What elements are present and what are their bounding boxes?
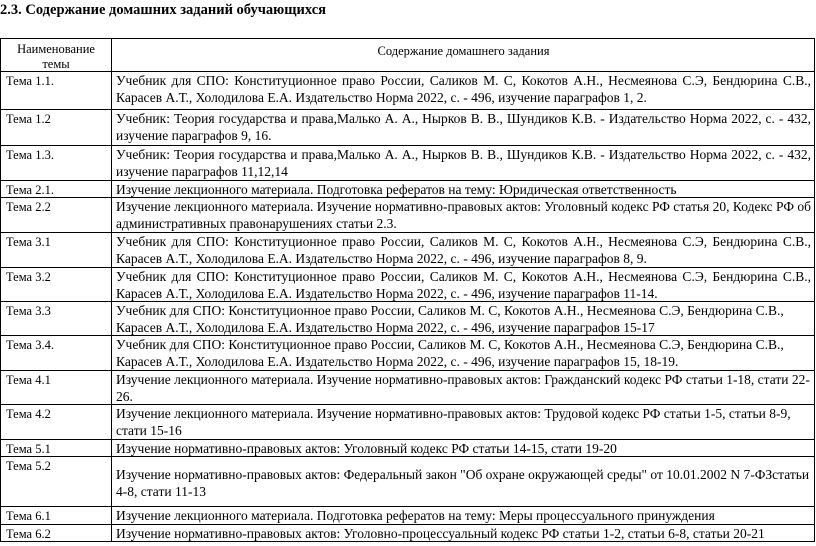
row-content: Учебник: Теория государства и права,Малько А. А., Нырков В. В., Шундиков К.В. - Издательство Норма 2022, с. - 432, изучение параграфов 11,12,14 xyxy=(112,146,815,180)
row-content: Учебник: Теория государства и права,Малько А. А., Нырков В. В., Шундиков К.В. - Издательство Норма 2022, с. - 432, изучение параграфов 9, 16. xyxy=(112,110,815,145)
row-content: Изучение нормативно-правовых актов: Уголовный кодекс РФ статьи 14-15, стати 19-20 xyxy=(112,440,815,456)
row-content: Учебник для СПО: Конституционное право России, Саликов М. С, Кокотов А.Н., Несмеянова С.Э, Бендюрина С.В., Карасев А.Т., Холодилова Е.А. Издательство Норма 2022, с. - 496, изучение параграфов 15-17 xyxy=(112,302,815,335)
table-header-row xyxy=(0,38,815,71)
row-topic: Тема 1.2 xyxy=(0,110,112,145)
row-content: Изучение лекционного материала. Изучение нормативно-правовых актов: Уголовный кодекс РФ статья 20, Кодекс РФ об административных правонарушениях статьи 2.3. xyxy=(112,198,815,232)
row-topic: Тема 2.2 xyxy=(0,198,112,232)
row-content: Изучение нормативно-правовых актов: Уголовно-процессуальный кодекс РФ статьи 1-2, статьи 6-8, статьи 20-21 xyxy=(112,525,815,541)
row-content: Изучение лекционного материала. Подготовка рефератов на тему: Меры процессуального принуждения xyxy=(112,507,815,524)
row-topic: Тема 3.4. xyxy=(0,336,112,370)
table-row xyxy=(0,232,815,267)
row-topic: Тема 6.2 xyxy=(0,525,112,541)
row-content: Изучение лекционного материала. Изучение нормативно-правовых актов: Трудовой кодекс РФ статьи 1-5, статьи 8-9, стати 15-16 xyxy=(112,405,815,439)
row-topic: Тема 5.2 xyxy=(0,457,112,506)
table-row xyxy=(0,109,815,145)
section-heading: 2.3. Содержание домашних заданий обучающихся xyxy=(0,2,326,18)
row-topic: Тема 1.3. xyxy=(0,146,112,180)
table-row xyxy=(0,404,815,439)
table-row xyxy=(0,456,815,506)
row-content: Изучение нормативно-правовых актов: Федеральный закон "Об охране окружающей среды" от 10.01.2002 N 7-ФЗстатьи 4-8, стати 11-13 xyxy=(112,457,815,506)
row-topic: Тема 1.1. xyxy=(0,72,112,109)
row-topic: Тема 6.1 xyxy=(0,507,112,524)
row-content: Учебник для СПО: Конституционное право России, Саликов М. С, Кокотов А.Н., Несмеянова С.Э, Бендюрина С.В., Карасев А.Т., Холодилова Е.А. Издательство Норма 2022, с. - 496, изучение параграфов 1, 2. xyxy=(112,72,815,109)
table-row xyxy=(0,301,815,335)
table-row xyxy=(0,145,815,180)
table-row xyxy=(0,370,815,404)
row-content: Изучение лекционного материала. Подготовка рефератов на тему: Юридическая ответственность xyxy=(112,181,815,197)
table-row xyxy=(0,197,815,232)
row-topic: Тема 4.1 xyxy=(0,371,112,404)
row-content: Учебник для СПО: Конституционное право России, Саликов М. С, Кокотов А.Н., Несмеянова С.Э, Бендюрина С.В., Карасев А.Т., Холодилова Е.А. Издательство Норма 2022, с. - 496, изучение параграфов 15, 18-19. xyxy=(112,336,815,370)
table-row xyxy=(0,524,815,542)
row-topic: Тема 3.1 xyxy=(0,233,112,267)
row-content: Изучение лекционного материала. Изучение нормативно-правовых актов: Гражданский кодекс РФ статьи 1-18, стати 22-26. xyxy=(112,371,815,404)
header-content: Содержание домашнего задания xyxy=(112,39,815,71)
row-content: Учебник для СПО: Конституционное право России, Саликов М. С, Кокотов А.Н., Несмеянова С.Э, Бендюрина С.В., Карасев А.Т., Холодилова Е.А. Издательство Норма 2022, с. - 496, изучение параграфов 8, 9. xyxy=(112,233,815,267)
row-topic: Тема 3.2 xyxy=(0,268,112,301)
table-row xyxy=(0,267,815,301)
table-row xyxy=(0,439,815,456)
row-topic: Тема 5.1 xyxy=(0,440,112,456)
row-topic: Тема 2.1. xyxy=(0,181,112,197)
table-row xyxy=(0,180,815,197)
table-row xyxy=(0,335,815,370)
row-content: Учебник для СПО: Конституционное право России, Саликов М. С, Кокотов А.Н., Несмеянова С.Э, Бендюрина С.В., Карасев А.Т., Холодилова Е.А. Издательство Норма 2022, с. - 496, изучение параграфов 11-14. xyxy=(112,268,815,301)
table-row xyxy=(0,506,815,524)
table-row xyxy=(0,71,815,109)
header-topic: Наименование темы xyxy=(0,39,112,71)
homework-table xyxy=(0,38,816,546)
row-topic: Тема 4.2 xyxy=(0,405,112,439)
row-topic: Тема 3.3 xyxy=(0,302,112,335)
